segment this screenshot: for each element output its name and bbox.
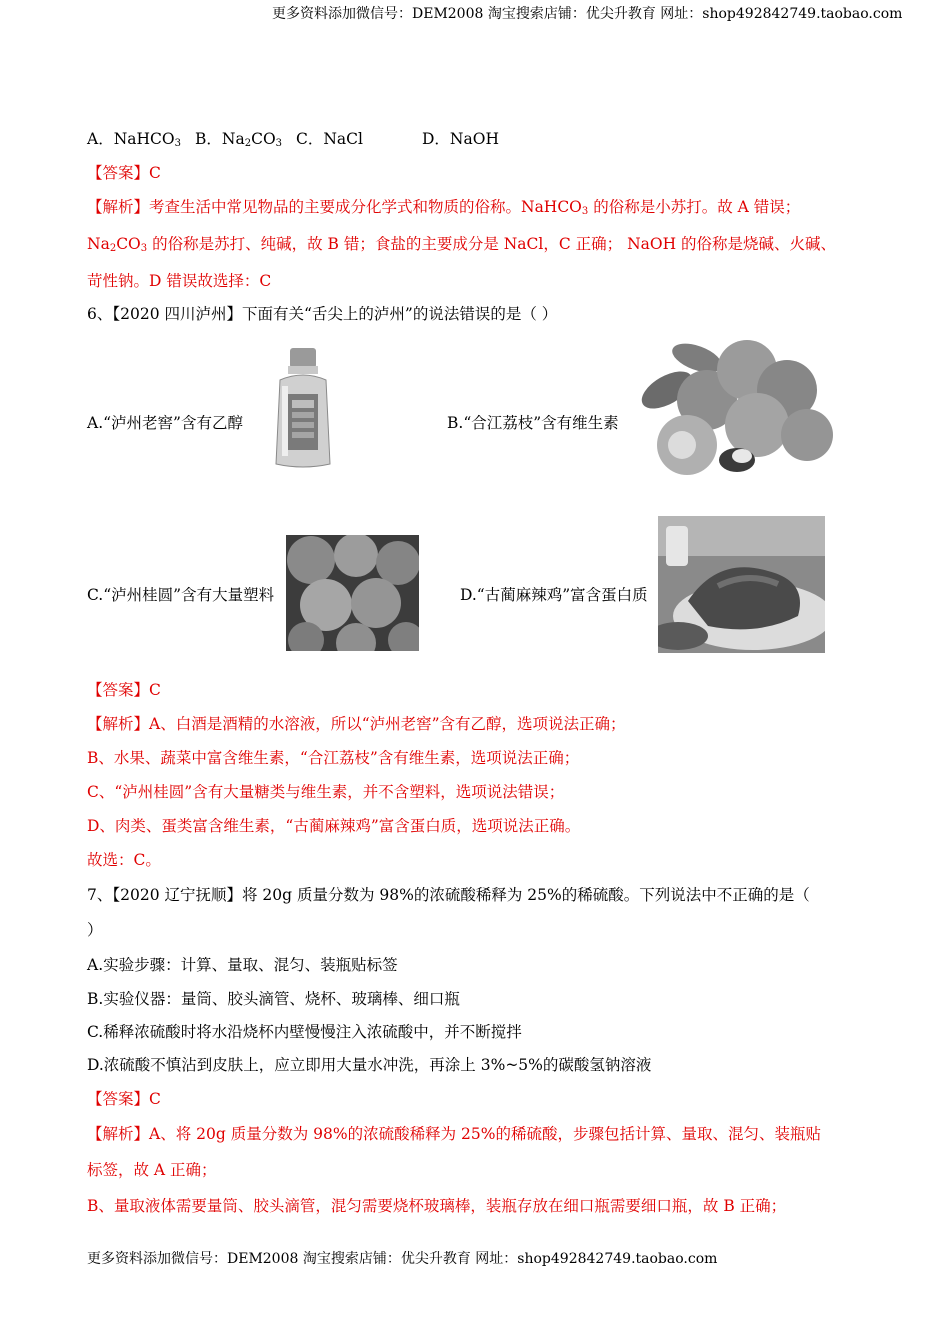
q6-explanation-2: B、水果、蔬菜中富含维生素，“合江荔枝”含有维生素，选项说法正确； bbox=[87, 749, 580, 767]
q7-explanation-2: B、量取液体需要量筒、胶头滴管，混匀需要烧杯玻璃棒，装瓶存放在细口瓶需要细口瓶，故 B 正确； bbox=[87, 1197, 787, 1215]
q5-option-d: D．NaOH bbox=[422, 130, 499, 148]
q5-explanation-line3: 苛性钠。D 错误故选择：C bbox=[87, 272, 272, 290]
q7-option-c: C.稀释浓硫酸时将水沿烧杯内壁慢慢注入浓硫酸中，并不断搅拌 bbox=[87, 1023, 522, 1041]
q6-explanation-5: 故选：C。 bbox=[87, 851, 161, 869]
q6-explanation-3: C、“泸州桂圆”含有大量糖类与维生素，并不含塑料，选项说法错误； bbox=[87, 783, 565, 801]
spicy-chicken-image bbox=[658, 516, 825, 653]
q5-option-b: B．$Na_2CO_3$ bbox=[195, 130, 283, 149]
q6-explanation-1: 【解析】A、白酒是酒精的水溶液，所以“泸州老窖”含有乙醇，选项说法正确； bbox=[87, 715, 626, 733]
longan-image bbox=[286, 535, 419, 651]
q6-stem: 6、【2020 四川泸州】下面有关“舌尖上的泸州”的说法错误的是（ ） bbox=[87, 305, 558, 323]
page-header: 更多资料添加微信号：DEM2008 淘宝搜索店铺：优尖升教育 网址：shop492842749.taobao.com bbox=[272, 6, 903, 22]
q6-option-c: C.“泸州桂圆”含有大量塑料 bbox=[87, 586, 275, 604]
q5-option-a: A．NaHCO$_3$ bbox=[87, 130, 181, 149]
liquor-bottle-image bbox=[264, 346, 342, 473]
q7-stem-line1: 7、【2020 辽宁抚顺】将 20g 质量分数为 98%的浓硫酸稀释为 25%的稀硫酸。下列说法中不正确的是（ bbox=[87, 886, 810, 904]
q7-explanation-1a: 【解析】A、将 20g 质量分数为 98%的浓硫酸稀释为 25%的稀硫酸，步骤包括计算、量取、混匀、装瓶贴 bbox=[87, 1125, 821, 1143]
q6-option-d: D.“古蔺麻辣鸡”富含蛋白质 bbox=[460, 586, 648, 604]
q5-explanation-line1: 【解析】考查生活中常见物品的主要成分化学式和物质的俗称。NaHCO$_3$ 的俗称是小苏打。故 A 错误； bbox=[87, 198, 801, 217]
q5-explanation-line2: $Na_2CO_3$ 的俗称是苏打、纯碱，故 B 错；食盐的主要成分是 NaCl，C 正确； NaOH 的俗称是烧碱、火碱、 bbox=[87, 235, 837, 254]
q6-explanation-4: D、肉类、蛋类富含维生素，“古蔺麻辣鸡”富含蛋白质，选项说法正确。 bbox=[87, 817, 581, 835]
q7-option-d: D.浓硫酸不慎沾到皮肤上，应立即用大量水冲洗，再涂上 3%~5%的碳酸氢钠溶液 bbox=[87, 1056, 652, 1074]
q7-answer: 【答案】C bbox=[87, 1090, 161, 1108]
q7-stem-line2: ） bbox=[87, 921, 103, 939]
q5-answer: 【答案】C bbox=[87, 164, 161, 182]
lychee-image bbox=[637, 330, 834, 482]
q7-option-b: B.实验仪器：量筒、胶头滴管、烧杯、玻璃棒、细口瓶 bbox=[87, 990, 460, 1008]
q7-explanation-1b: 标签，故 A 正确； bbox=[87, 1161, 217, 1179]
q6-answer: 【答案】C bbox=[87, 681, 161, 699]
page-footer: 更多资料添加微信号：DEM2008 淘宝搜索店铺：优尖升教育 网址：shop492842749.taobao.com bbox=[87, 1251, 718, 1267]
q7-option-a: A.实验步骤：计算、量取、混匀、装瓶贴标签 bbox=[87, 956, 398, 974]
q5-option-c: C．NaCl bbox=[296, 130, 363, 148]
q6-option-b: B.“合江荔枝”含有维生素 bbox=[447, 414, 619, 432]
q6-option-a: A.“泸州老窖”含有乙醇 bbox=[87, 414, 243, 432]
